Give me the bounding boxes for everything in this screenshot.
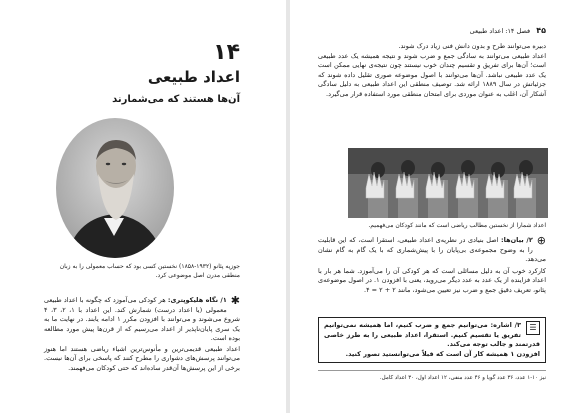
portrait-photo: [56, 118, 174, 258]
section-paragraph: اعداد طبیعی قدیمی‌ترین و مأنوس‌ترین اشیاء ریاضی هستند اما هنوز می‌توانند پرسش‌های دشواری را مطرح کنند که پاسخی برای آن‌ها نیست. برخی از این پرسش‌ها آن‌قدر ساده‌اند که حتی کودکان می‌فهمند.: [44, 344, 240, 372]
section-statement: [318, 236, 546, 297]
chapter-subtitle: آن‌ها هستند که می‌شمارند: [112, 94, 240, 105]
helicopter-icon: ✱: [230, 294, 240, 307]
section-heading: ۱/ نگاه هلیکوپتری:: [167, 296, 227, 304]
left-page: [0, 0, 286, 413]
paragraph: دبیره می‌توانند طرح و بدون دانش فنی زیاد درک شوند.: [398, 42, 546, 50]
section-heading: ۲/ بیان‌ها:: [501, 236, 533, 244]
children-counting-photo: [348, 148, 548, 218]
intro-text: [318, 42, 546, 99]
chapter-number: ۱۴: [213, 40, 240, 65]
hint-paragraph: افزودن ۱ همیشه کار آن است که قبلاً می‌توانستید تصور کنید.: [345, 349, 540, 358]
portrait-caption: جوزپه پئانو (۱۹۳۲-۱۸۵۸) نخستین کسی بود که حساب معمولی را به زبان منطقی مدرن اصل موضوعی کرد.: [59, 263, 240, 279]
section-paragraph: اصل بنیادی در نظریه‌ی اعداد طبیعی، استقرا است، که این قابلیت را به وضوح مجموعه‌ی بی‌پایان را با پیش‌شماری که با یک گام به گام نشان می‌دهد.: [318, 236, 546, 263]
theorem-icon: ⊕: [536, 234, 546, 247]
footnote: نیز ۱۰-۱ عدد، ۳۶ عدد گویا و ۴۶ عدد منفی، ۱۲ اعداد اول، ۳۰ اعداد کامل.: [318, 370, 546, 382]
running-head-title: فصل ۱۴: اعداد طبیعی: [469, 27, 531, 35]
hint-paragraph: ۳/ اشاره: می‌توانیم جمع و ضرب کنیم، اما همیشه نمی‌توانیم تفریق یا تقسیم کنیم. استقرا، اعداد طبیعی را به طرز خاصی قدرتمند و جالب توجه می‌کند.: [324, 321, 540, 348]
section-overview: [44, 296, 240, 374]
chapter-title: اعداد طبیعی: [147, 68, 240, 86]
paragraph: اعداد طبیعی می‌توانند به سادگی جمع و ضرب شوند و نتیجه همیشه یک عدد طبیعی است؛ آن‌ها برای تفریق و تقسیم چندان خوب نیستند چون نتیجه‌ی نهایی ممکن است یک عدد طبیعی نباشد. آن‌ها می‌توانند با اصول موضوعه صوری تقلیل داده شوند که جزئیاتش در سال ۱۸۸۹ ارائه شد. توصیف منطقی این اعداد طبیعی به دلیل سادگی آشکار آن، اغلب به عنوان موردی برای امتحان منطقی مورد استفاده قرار می‌گیرد.: [318, 51, 546, 98]
photo-caption: اعداد شمارا از نخستین مطالب ریاضی است که مانند کودکان می‌فهمیم.: [368, 222, 546, 229]
page-number: ۴۵: [536, 26, 546, 35]
right-page: [290, 0, 576, 413]
hint-box: [318, 317, 546, 363]
hint-icon: ☰: [526, 321, 540, 335]
section-paragraph: هر کودکی می‌آموزد که چگونه با اعداد طبیعی معمولی (یا اعداد درست) شمارش کند. این اعداد با ۱، ۲، ۳، ۴ شروع می‌شوند و می‌توانند با افزودن مکرر ۱ ادامه یابند. در نهایت ما به یک سری پایان‌ناپذیر از اعداد می‌رسیم که از قرن‌ها پیش مورد مطالعه بوده است.: [44, 296, 240, 342]
section-paragraph: کارکرد خوب آن به دلیل مسائلی است که هر کودکی آن را می‌آموزد. شما هر بار با اعداد فزاینده از یک عدد به عدد دیگر می‌روید، یعنی با افزودن ۱. در اصول موضوعه‌ی پئانو، تعریف دقیق جمع و ضرب نیز تعیین می‌شود، مانند ۲ + ۲ = ۴.: [318, 266, 546, 294]
running-head: [318, 26, 546, 35]
